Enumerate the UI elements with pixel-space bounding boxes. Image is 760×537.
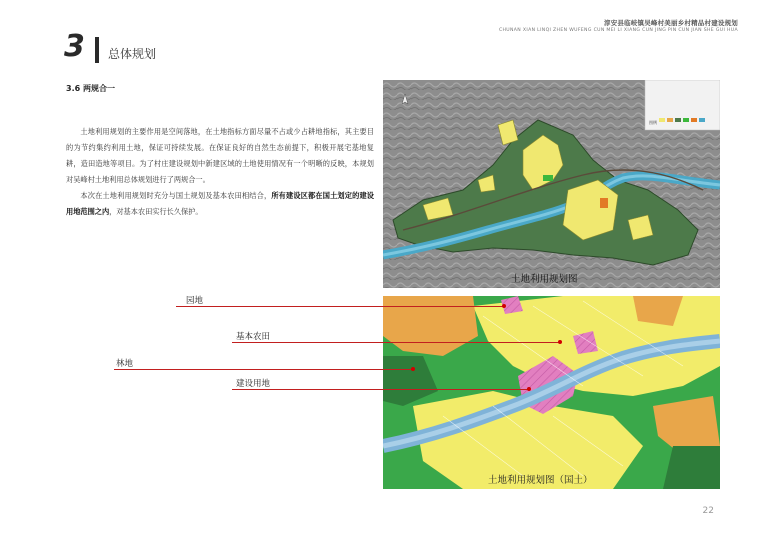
paragraph-1: 土地利用规划的主要作用是空间落地，在土地指标方面尽量不占或少占耕地指标，其主要目的为节约集约利用土地，保证可持续发展。在保证良好的自然生态前提下，积极开展宅基地复耕，造田造地等项目。为了村庄建设规划中新建区域的土地使用情况有一个明晰的反映，本规划对吴峰村土地利用总体规划进行了两规合一。 — [66, 127, 374, 184]
land-use-plan-national-map — [383, 296, 720, 489]
label-garden: 园地 — [186, 296, 204, 306]
paragraph-2-lead: 本次在土地利用规划时充分与国土规划及基本农田相结合， — [80, 191, 272, 200]
leader-dot-garden — [502, 304, 506, 308]
section-divider — [95, 37, 99, 63]
body-text — [66, 124, 374, 220]
header-title-en: CHUNAN XIAN LINQI ZHEN WUFENG CUN MEI LI XIANG CUN JING PIN CUN JIAN SHE GUI HUA — [498, 28, 738, 33]
subsection-title: 3.6 两规合一 — [66, 84, 115, 93]
land-use-plan-map — [383, 80, 720, 288]
leader-dot-farmland — [558, 340, 562, 344]
paragraph-2-tail: ，对基本农田实行长久保护。 — [109, 207, 203, 216]
leader-dot-forest — [411, 367, 415, 371]
map2-caption: 土地利用规划图（国土） — [488, 475, 593, 486]
header-title-cn: 淳安县临岐镇吴峰村美丽乡村精品村建设规划 — [604, 19, 738, 27]
label-forest: 林地 — [116, 359, 134, 369]
land-use-plan-map-image — [383, 80, 720, 288]
label-farmland: 基本农田 — [236, 332, 271, 342]
land-use-plan-national-map-image — [383, 296, 720, 489]
leader-dot-construction — [527, 387, 531, 391]
leader-line-garden — [176, 306, 504, 307]
map1-caption: 土地利用规划图 — [511, 274, 578, 285]
label-construction: 建设用地 — [236, 379, 271, 389]
leader-line-farmland — [232, 342, 560, 343]
paragraph-2 — [66, 188, 374, 220]
page-number: 22 — [702, 506, 714, 516]
legend-label: 图例 — [649, 120, 657, 125]
paragraph-2-bold: 所有建设区都在国土划定的建设用地范围之内 — [66, 191, 374, 216]
leader-line-forest — [114, 369, 414, 370]
leader-line-construction — [232, 389, 530, 390]
section-number: 3 — [64, 29, 85, 64]
section-title: 总体规划 — [108, 47, 157, 61]
